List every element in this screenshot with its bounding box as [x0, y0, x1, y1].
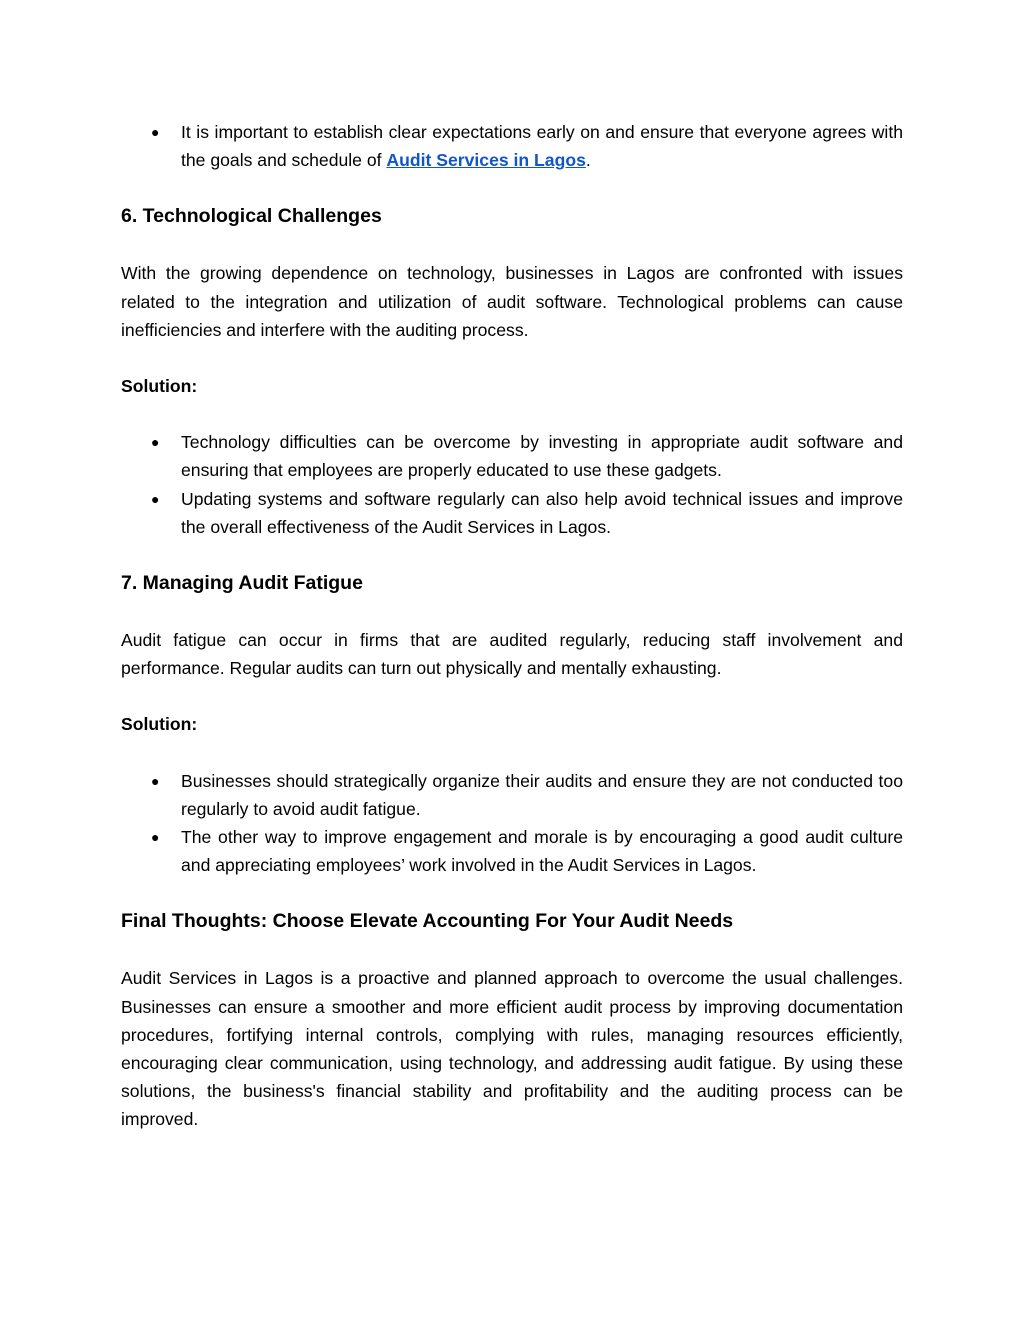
- list-item: [121, 428, 903, 484]
- bullet-text: It is important to establish clear expectations early on and ensure that everyone agrees with the goals and schedule of: [181, 122, 903, 171]
- bullet-text: The other way to improve engagement and morale is by encouraging a good audit culture and appreciating employees’ work involved in the Audit Services in Lagos.: [181, 827, 903, 876]
- bullet-icon: ●: [151, 124, 160, 140]
- bullet-text: Businesses should strategically organize their audits and ensure they are not conducted too regularly to avoid audit fatigue.: [181, 770, 903, 819]
- bullet-icon: ●: [151, 829, 160, 846]
- bullet-icon: ●: [151, 434, 160, 451]
- list-item: [121, 767, 903, 823]
- bullet-text-end: .: [585, 150, 591, 171]
- bullet-icon: ●: [151, 490, 160, 507]
- solution-bullet-list: [121, 767, 903, 880]
- bullet-text: Updating systems and software regularly can also help avoid technical issues and improve the overall effectiveness of the Audit Services in Lagos.: [181, 488, 903, 537]
- solution-label: Solution:: [121, 714, 198, 735]
- list-item: [121, 823, 903, 879]
- section-heading-final-thoughts: Final Thoughts: Choose Elevate Accounting For Your Audit Needs: [121, 910, 734, 933]
- audit-services-link[interactable]: Audit Services in Lagos: [386, 150, 586, 171]
- solution-label: Solution:: [121, 376, 198, 397]
- section-body-managing-audit-fatigue: Audit fatigue can occur in firms that are audited regularly, reducing staff involvement and performance. Regular audits can turn out physically and mentally exhausting.: [121, 630, 903, 679]
- section-body-final-thoughts: Audit Services in Lagos is a proactive and planned approach to overcome the usual challenges. Businesses can ensure a smoother and more efficient audit process by improving documentation procedures, fortifying internal controls, complying with rules, managing resources efficiently, encouraging clear communication, using technology, and addressing audit fatigue. By using these solutions, the business's financial stability and profitability and the auditing process can be improved.: [121, 968, 903, 1130]
- bullet-icon: ●: [151, 772, 160, 789]
- list-item: [121, 118, 903, 174]
- section-body-technological-challenges: With the growing dependence on technology, businesses in Lagos are confronted with issues related to the integration and utilization of audit software. Technological problems can cause inefficiencies and interfere with the auditing process.: [121, 263, 903, 340]
- bullet-text: Technology difficulties can be overcome by investing in appropriate audit software and ensuring that employees are properly educated to use these gadgets.: [181, 432, 903, 481]
- section-heading-managing-audit-fatigue: 7. Managing Audit Fatigue: [121, 572, 363, 595]
- document-page: [121, 118, 903, 1134]
- list-item: [121, 485, 903, 541]
- intro-bullet-list: [121, 118, 903, 174]
- section-heading-technological-challenges: 6. Technological Challenges: [121, 205, 382, 228]
- solution-bullet-list: [121, 428, 903, 541]
